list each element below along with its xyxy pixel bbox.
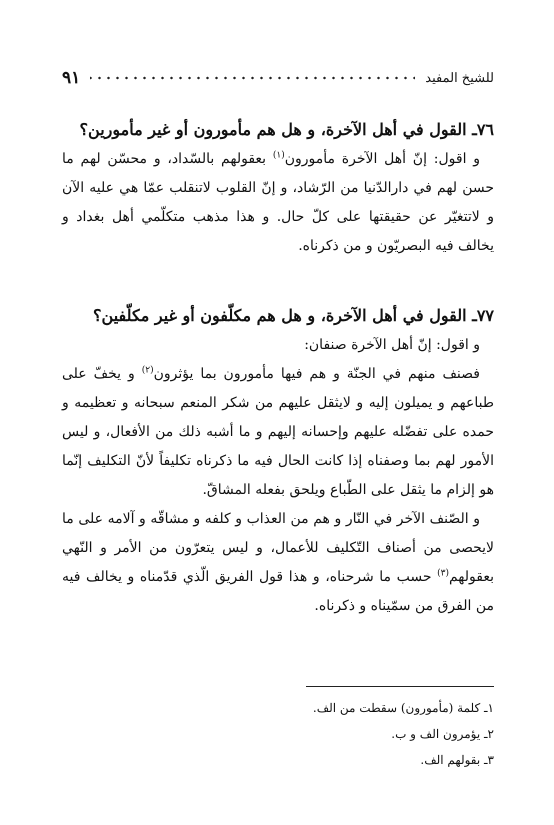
footnote-3: ٣ـ بقولهم الف. [420,753,494,767]
page-number: ٩١ [62,68,81,88]
running-head [62,66,494,90]
section-77-p3-text-b: حسب ما شرحناه، و هذا قول الفريق الّذي قدّمناه و يخالف فيه من الفرق من سمّيناه و ذكرناه. [62,569,494,614]
footnote-separator [306,686,494,687]
running-head-title: للشيخ المفيد [425,70,494,86]
footnote-1: ١ـ كلمة (مأمورون) سقطت من الف. [312,701,494,715]
footnote-2: ٢ـ يؤمرون الف و ب. [391,727,494,741]
section-77-p2-text-a: فصنف منهم في الجنّة و هم فيها مأمورون بما يؤثرون [153,366,480,382]
section-76-heading: ٧٦ـ القول في أهل الآخرة، و هل هم مأمورون أو غير مأمورين؟ [79,120,494,139]
section-77-heading: ٧٧ـ القول في أهل الآخرة، و هل هم مكلّفون أو غير مكلّفين؟ [93,306,494,325]
footnote-ref-3: (٣) [437,568,449,579]
section-76-text-a: و اقول: إنّ أهل الآخرة مأمورون [284,151,480,167]
footnote-ref-1: (١) [272,150,285,161]
dotted-leader [90,76,415,80]
section-77-intro: و اقول: إنّ أهل الآخرة صنفان: [304,337,480,353]
section-76-text-b: بعقولهم بالسّداد، و محسّن لهم ما حسن لهم في دارالدّنيا من الرّشاد، و إنّ القلوب لاتنقلب عمّا هي عليه الآن و لاتتغيّر عن حقيقتها على كلّ حال. و هذا مذهب متكلّمي أهل بغداد و يخالف فيه البصريّون و من ذكرناه. [62,151,494,254]
section-77-paragraph-2 [62,360,494,505]
section-spacer [62,261,494,301]
section-77-paragraph-3 [62,505,494,621]
page-body [62,115,494,621]
footnotes [62,696,494,774]
section-77-p3-text-a: و الصّنف الآخر في النّار و هم من العذاب و كلفه و مشاقّه و آلامه على ما لايحصى من أصناف التّكليف للأعمال، و ليس يتعرّون من الأمر و النّهي بعقولهم [62,511,494,585]
section-77-p2-text-b: و يخفّ على طباعهم و يميلون إليه و لايثقل عليهم من شكر المنعم سبحانه و تعظيمه و حمده على تفضّله عليهم وإحسانه إليهم و ما أشبه ذلك من الأفعال، و ليس الأمور لهم بما وصفناه إذا كانت الحال فيه ما ذكرناه تكليفاً لأنّ التكليف إنّما هو إلزام ما يثقل على الطّباع ويلحق بفعله المشاقّ. [62,366,494,498]
footnote-ref-2: (٢) [141,365,154,376]
section-76-paragraph [62,145,494,261]
